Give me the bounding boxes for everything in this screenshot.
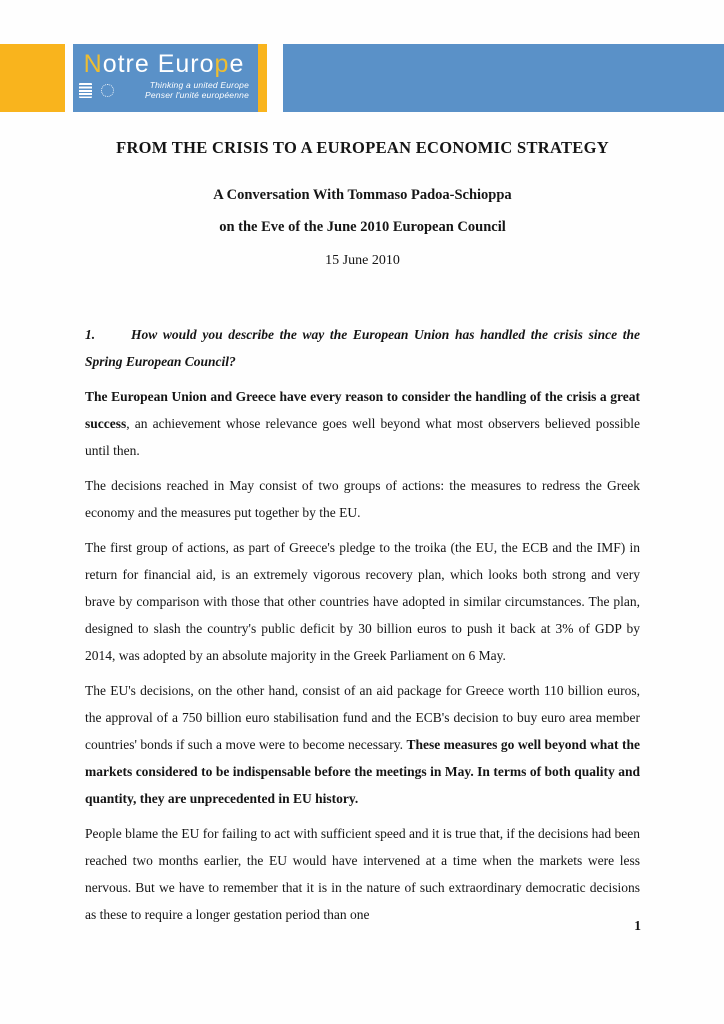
paragraph: [85, 534, 640, 669]
header-blue-banner: [283, 44, 724, 112]
paragraph: [85, 677, 640, 812]
question-1: [85, 321, 640, 375]
subtitle-conversation: A Conversation With Tommaso Padoa-Schioppa: [213, 187, 512, 203]
wordmark-mid: otre Euro: [102, 50, 215, 78]
tagline-english: Thinking a united Europe: [149, 80, 249, 90]
notre-europe-wordmark: [79, 51, 249, 77]
paragraph: [85, 472, 640, 526]
body-text-column: [85, 321, 640, 928]
text-segment: The first group of actions, as part of Greece's pledge to the troika (the EU, the ECB and the IMF) in return for financial aid, is an extremely vigorous recovery plan, which looks both strong and very brave by comparison with those that other countries have adopted in similar circumstances. The plan, designed to slash the country's public deficit by 30 billion euros to push it back at 3% of GDP by 2014, was adopted by an absolute majority in the Greek Parliament on 6 May.: [85, 540, 640, 663]
header-band: [0, 44, 724, 112]
wordmark-letter-p: p: [214, 50, 230, 78]
paragraph: [85, 383, 640, 464]
text-segment: , an achievement whose relevance goes well beyond what most observers believed possible until then.: [85, 416, 640, 458]
question-number: 1.: [85, 327, 96, 342]
tagline-row: [79, 81, 249, 100]
eu-stars-icon: [101, 84, 114, 97]
document-title: FROM THE CRISIS TO A EUROPEAN ECONOMIC STRATEGY: [116, 138, 609, 157]
paragraph: [85, 820, 640, 928]
text-segment: The decisions reached in May consist of two groups of actions: the measures to redress the Greek economy and the measures put together by the EU.: [85, 478, 640, 520]
book-icon: [79, 83, 92, 98]
wordmark-letter-n: N: [83, 50, 103, 78]
text-segment: People blame the EU for failing to act with sufficient speed and it is true that, if the decisions had been reached two months earlier, the EU would have intervened at a time when the markets were less nervous. But we have to remember that it is in the nature of such extraordinary democratic decisions as these to require a longer gestation period than one: [85, 826, 640, 922]
subtitle-eve: on the Eve of the June 2010 European Council: [219, 219, 506, 235]
header-gap: [65, 44, 73, 112]
document-date: 15 June 2010: [325, 253, 400, 268]
logo-orange-square: [0, 44, 65, 112]
title-block: [85, 138, 640, 269]
text-segment: The EU's decisions, on the other hand, consist of an aid package for Greece worth 110 billion euros, the approval of a 750 billion euro stabilisation fund and the ECB's decision to buy euro area member countries' bonds if such a move were to become necessary.: [85, 683, 640, 752]
text-segment: The European Union and Greece have every reason to consider the handling of the crisis a great success: [85, 389, 640, 431]
page-number: 1: [634, 918, 641, 933]
text-segment: These measures go well beyond what the markets considered to be indispensable before the meetings in May. In terms of both quality and quantity, they are unprecedented in EU history.: [85, 737, 640, 806]
tagline-french: Penser l'unité européenne: [145, 89, 249, 100]
header-gap: [267, 44, 283, 112]
notre-europe-logo: [73, 44, 258, 112]
header-orange-stripe: [258, 44, 267, 112]
wordmark-end: e: [229, 50, 245, 78]
taglines: [114, 81, 249, 100]
question-text: How would you describe the way the European Union has handled the crisis since the Spring European Council?: [85, 327, 640, 369]
